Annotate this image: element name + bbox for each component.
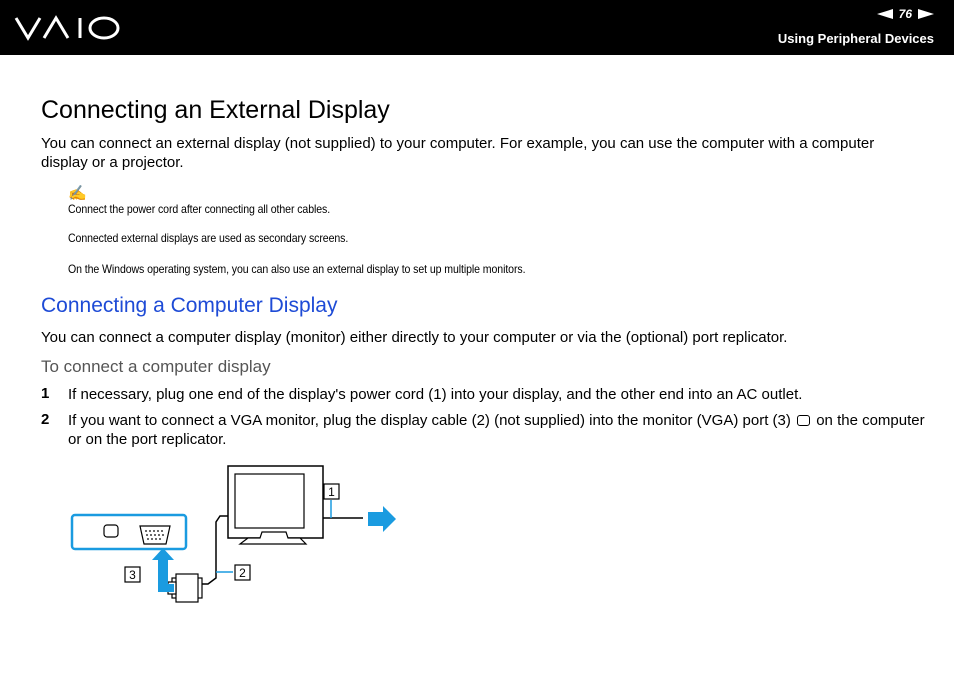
page-header xyxy=(0,0,954,55)
computer-port-panel xyxy=(72,515,186,549)
note-pencil-icon: ✍ xyxy=(68,185,87,202)
ac-outlet-arrow-icon xyxy=(368,506,396,532)
connection-diagram xyxy=(68,460,408,610)
callout-2-label: 2 xyxy=(239,566,246,580)
note-1: Connect the power cord after connecting all other cables. xyxy=(68,202,331,216)
step-1-text: If necessary, plug one end of the display's power cord (1) into your display, and the other end into an AC outlet. xyxy=(68,386,803,403)
procedure-heading: To connect a computer display xyxy=(41,357,271,376)
callout-3-label: 3 xyxy=(129,568,136,582)
page-navigation xyxy=(877,7,934,21)
page-title: Connecting an External Display xyxy=(41,96,390,124)
next-page-arrow-icon[interactable] xyxy=(918,9,934,19)
previous-page-arrow-icon[interactable] xyxy=(877,9,893,19)
display-cable xyxy=(202,516,228,584)
step-2-text xyxy=(68,411,928,449)
section-heading: Connecting a Computer Display xyxy=(41,294,338,317)
vaio-logo xyxy=(14,12,124,44)
page-number: 76 xyxy=(898,7,912,21)
section-title: Using Peripheral Devices xyxy=(777,31,934,46)
monitor-port-icon xyxy=(797,415,810,426)
callout-1-label: 1 xyxy=(328,485,335,499)
step-2-text-before: If you want to connect a VGA monitor, plug the display cable (2) (not supplied) into the monitor (VGA) port (3) xyxy=(68,412,791,429)
step-2-text-after: on the computer or on the port replicator. xyxy=(68,412,925,448)
monitor-illustration xyxy=(228,466,323,544)
step-1-number: 1 xyxy=(41,385,50,402)
intro-paragraph: You can connect an external display (not supplied) to your computer. For example, you can use the computer with a computer display or a projector. xyxy=(41,135,875,171)
monitor-port-symbol-icon xyxy=(104,525,118,537)
step-2-number: 2 xyxy=(41,411,50,428)
insert-direction-arrow-icon xyxy=(152,548,174,592)
note-2: Connected external displays are used as secondary screens. xyxy=(68,231,349,245)
section-paragraph: You can connect a computer display (monitor) either directly to your computer or via the (optional) port replicator. xyxy=(41,329,788,346)
note-3: On the Windows operating system, you can also use an external display to set up multiple monitors. xyxy=(68,262,526,276)
